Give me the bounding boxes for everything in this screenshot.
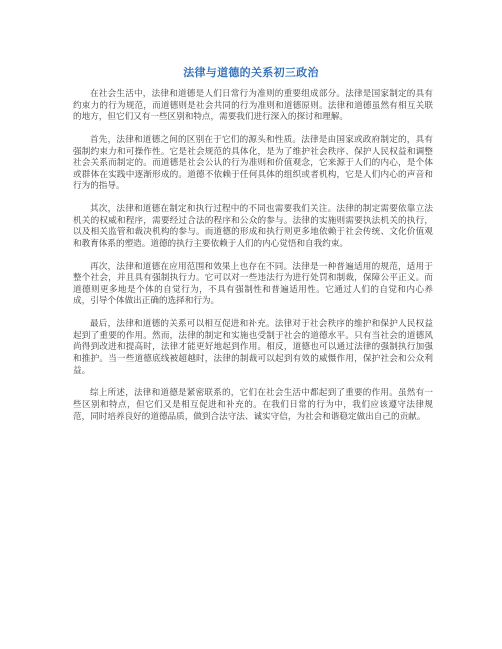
document-body bbox=[73, 89, 433, 434]
document-title: 法律与道德的关系初三政治 bbox=[183, 66, 319, 79]
paragraph-3: 其次，法律和道德在制定和执行过程中的不同也需要我们关注。法律的制定需要依靠立法机关的权威和程序，需要经过合法的程序和公众的参与。法律的实施则需要执法机关的执行，以及相关监管和裁决机构的参与。而道德的形成和执行则更多地依赖于社会传统、文化价值观和教育体系的塑造。道德的执行主要依赖于人们的内心觉悟和自我约束。 bbox=[73, 204, 433, 249]
paragraph-6: 综上所述，法律和道德是紧密联系的，它们在社会生活中都起到了重要的作用。虽然有一些区别和特点，但它们又是相互促进和补充的。在我们日常的行为中，我们应该遵守法律规范，同时培养良好的道德品质，做到合法守法、诚实守信，为社会和谐稳定做出自己的贡献。 bbox=[73, 388, 433, 422]
paragraph-2: 首先，法律和道德之间的区别在于它们的源头和性质。法律是由国家或政府制定的，具有强制约束力和可操作性。它是社会规范的具体化，是为了维护社会秩序、保护人民权益和调整社会关系而制定的。而道德是社会公认的行为准则和价值观念，它来源于人们的内心，是个体或群体在实践中逐渐形成的。道德不依赖于任何具体的组织或者机构，它是人们内心的声音和行为的指导。 bbox=[73, 134, 433, 192]
paragraph-5: 最后，法律和道德的关系可以相互促进和补充。法律对于社会秩序的维护和保护人民权益起到了重要的作用。然而，法律的制定和实施也受制于社会的道德水平。只有当社会的道德风尚得到改进和提高时，法律才能更好地起到作用。相反，道德也可以通过法律的强制执行加强和推护。当一些道德底线被超越时，法律的制裁可以起到有效的威慑作用，保护社会和公众利益。 bbox=[73, 319, 433, 376]
paragraph-4: 再次，法律和道德在应用范围和效果上也存在不同。法律是一种普遍适用的规范，适用于整个社会，并且具有强制执行力。它可以对一些违法行为进行处罚和制裁，保障公平正义。而道德则更多地是个体的自觉行为，不具有强制性和普遍适用性。它通过人们的自觉和内心养成，引导个体做出正确的选择和行为。 bbox=[73, 261, 433, 307]
paragraph-1: 在社会生活中，法律和道德是人们日常行为准则的重要组成部分。法律是国家制定的具有约束力的行为规范，而道德则是社会共同的行为准则和道德原则。法律和道德虽然有相互关联的地方，但它们又有一些区别和特点，需要我们进行深入的探讨和理解。 bbox=[73, 89, 433, 123]
